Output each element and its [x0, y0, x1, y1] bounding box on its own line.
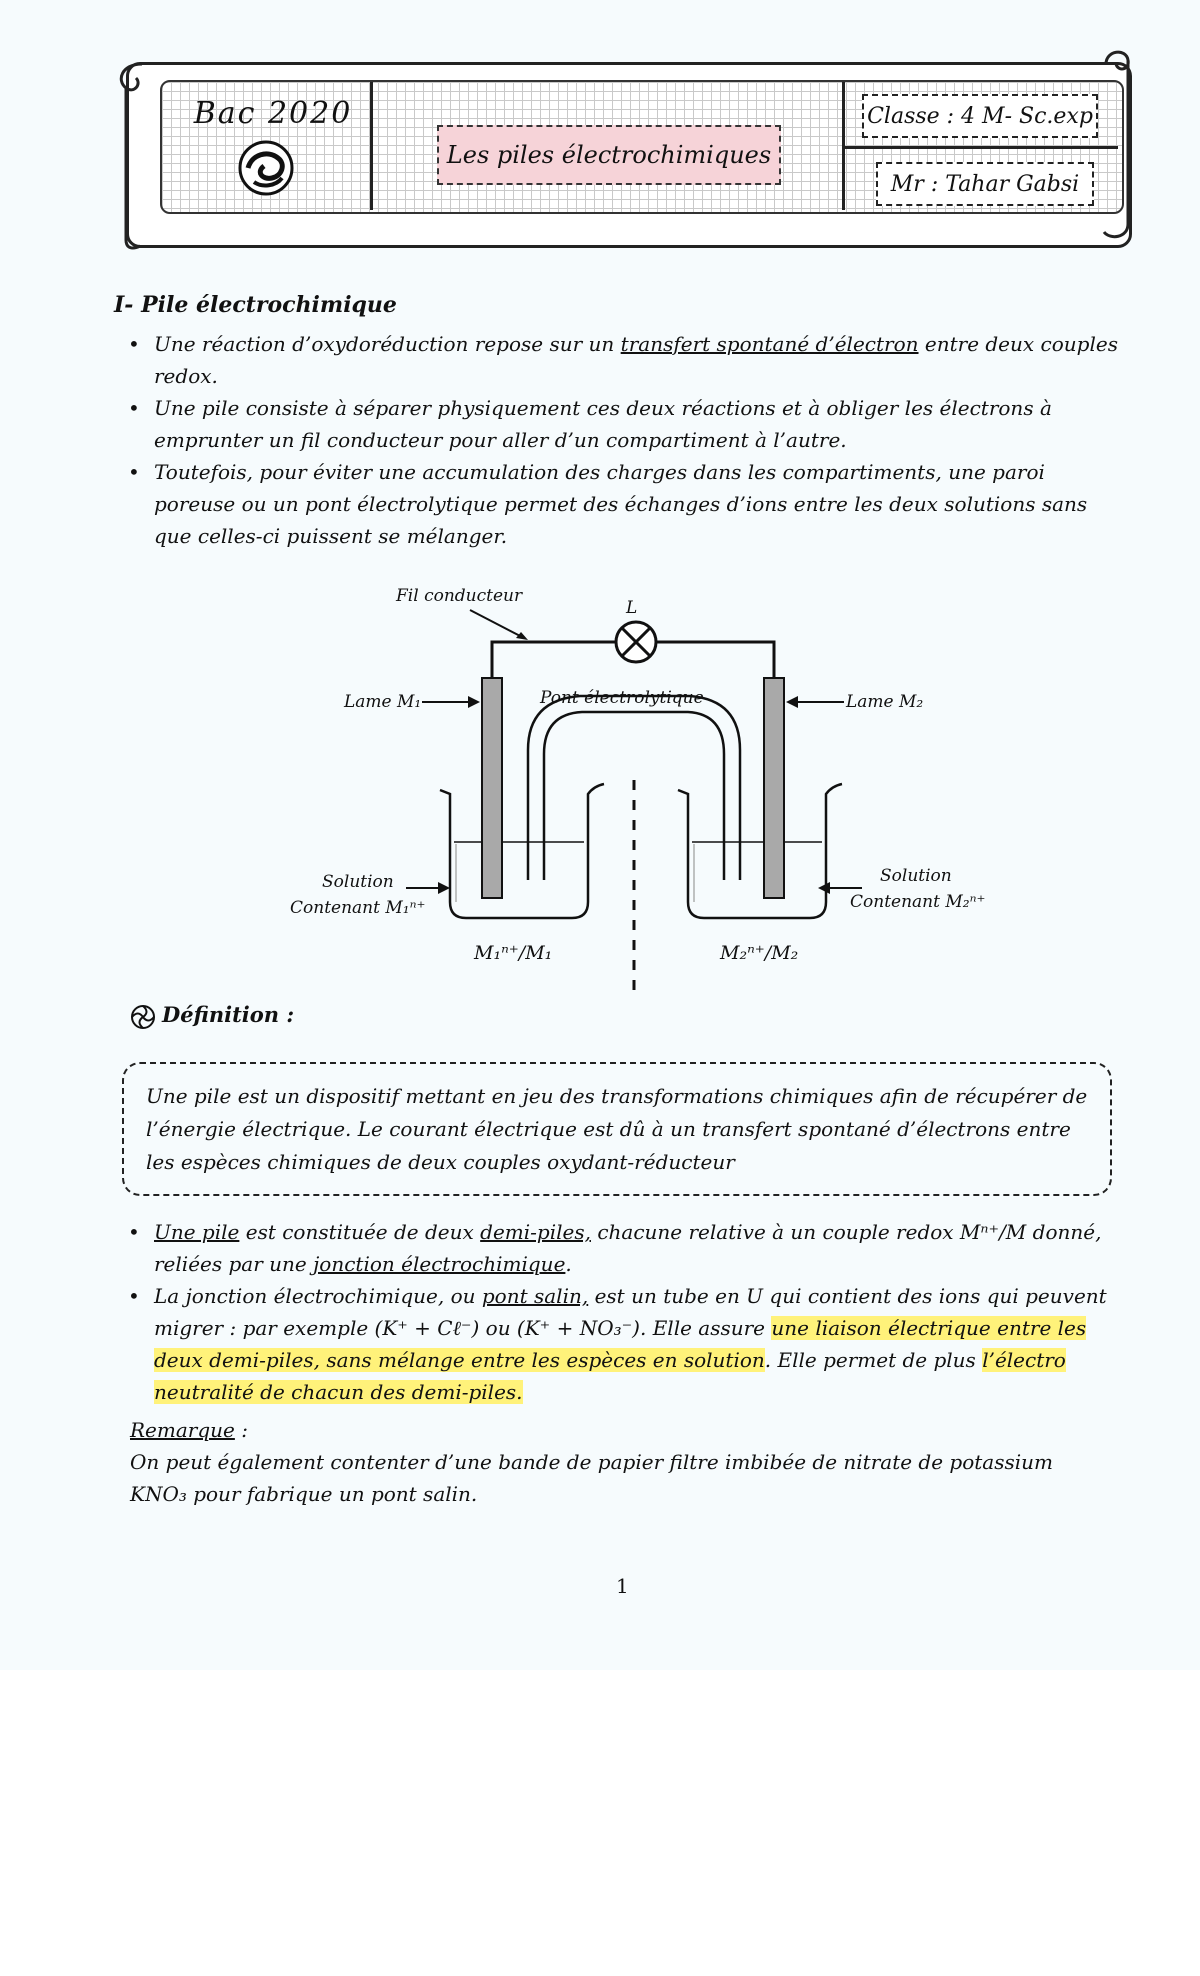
section-1 — [114, 292, 1124, 552]
definition-text: Une pile est un dispositif mettant en jeu des transformations chimiques afin de récupérer de l’énergie électrique. Le courant électrique est dû à un transfert spontané d’électrons entre les espèces chimiques de deux couples oxydant-réducteur — [146, 1084, 1088, 1174]
remarque-section — [130, 1414, 1110, 1510]
class-label: Classe : 4 M- Sc.exp — [862, 94, 1098, 138]
label-fil-conducteur: Fil conducteur — [396, 586, 523, 606]
label-solution-1: Solution — [322, 872, 394, 892]
beaker-left — [440, 784, 604, 918]
remarque-text: On peut également contenter d’une bande de papier filtre imbibée de nitrate de potassium KNO₃ pour fabrique un pont salin. — [130, 1450, 1053, 1506]
underlined-term: Une pile — [154, 1220, 240, 1244]
bullet-text: est un tube en U qui contient des ions qui peuvent migrer : par exemple (K⁺ + Cℓ⁻) ou (K⁺ + NO₃⁻). Elle assure — [154, 1284, 1107, 1340]
underlined-term: pont salin, — [481, 1284, 589, 1308]
section-1-bullets — [114, 328, 1124, 552]
document-title: Les piles électrochimiques — [437, 125, 781, 185]
page-number: 1 — [616, 1574, 629, 1598]
bullet-item — [114, 328, 1124, 392]
header-divider-left — [370, 82, 373, 210]
bullet-item — [114, 1216, 1124, 1280]
label-solution-2: Solution — [880, 866, 952, 886]
lamp-icon — [616, 622, 656, 662]
highlighted-text: l’électro neutralité de chacun des demi-piles. — [154, 1348, 1066, 1404]
section-2-bullets — [114, 1216, 1124, 1408]
definition-box — [122, 1062, 1112, 1196]
pinwheel-icon — [130, 1004, 156, 1030]
bullet-item: • Toutefois, pour éviter une accumulation des charges dans les compartiments, une paroi poreuse ou un pont électrolytique permet des échanges d’ions entre les deux solutions sans que celles-ci puissent se mélanger. — [114, 456, 1124, 552]
remarque-label: Remarque — [130, 1418, 235, 1442]
bullet-text: chacune relative à un couple redox Mⁿ⁺/M donné, reliées par une — [154, 1220, 1102, 1276]
label-lamp: L — [626, 598, 638, 618]
bullet-text: entre deux couples redox. — [154, 332, 1118, 388]
underlined-term: jonction électrochimique — [313, 1252, 566, 1276]
underlined-term: demi-piles, — [480, 1220, 591, 1244]
scroll-left-curl-icon — [112, 62, 152, 252]
beaker-right — [678, 784, 842, 918]
bullet-text: est constituée de deux — [239, 1220, 481, 1244]
underlined-term: transfert spontané d’électron — [620, 332, 919, 356]
wire-right — [656, 642, 774, 680]
fil-arrow — [470, 610, 524, 638]
label-couple-1: M₁ⁿ⁺/M₁ — [474, 942, 553, 964]
electrode-m1 — [482, 678, 502, 898]
bullet-text: . — [565, 1252, 572, 1276]
bac-label: Bac 2020 — [193, 96, 353, 131]
label-solution-2-contenant: Contenant M₂ⁿ⁺ — [850, 892, 986, 912]
bullet-item: • Une pile consiste à séparer physiquement ces deux réactions et à obliger les électrons à emprunter un fil conducteur pour aller d’un compartiment à l’autre. — [114, 392, 1124, 456]
remarque-heading — [130, 1414, 1110, 1446]
bullet-item — [114, 1280, 1124, 1408]
wire-left — [492, 642, 616, 680]
electrochemical-cell-diagram — [270, 580, 1010, 1000]
electrode-m2 — [764, 678, 784, 898]
label-pont-electrolytique: Pont électrolytique — [540, 688, 704, 708]
header-divider-horizontal — [844, 146, 1118, 149]
bullet-text: Une réaction d’oxydoréduction repose sur un — [154, 332, 621, 356]
school-emblem-icon — [234, 138, 298, 198]
highlighted-text: une liaison électrique entre les deux demi-piles, sans mélange entre les espèces en solution — [154, 1316, 1087, 1372]
label-solution-1-contenant: Contenant M₁ⁿ⁺ — [290, 898, 426, 918]
remarque-colon: : — [234, 1418, 248, 1442]
label-couple-2: M₂ⁿ⁺/M₂ — [720, 942, 799, 964]
label-lame-m2: Lame M₂ — [846, 692, 924, 712]
label-lame-m1: Lame M₁ — [344, 692, 422, 712]
bullet-text: La jonction électrochimique, ou — [154, 1284, 482, 1308]
section-heading: I- Pile électrochimique — [114, 292, 397, 318]
definition-label: Définition : — [162, 1002, 295, 1027]
bullet-text: . Elle permet de plus — [764, 1348, 983, 1372]
teacher-label: Mr : Tahar Gabsi — [876, 162, 1094, 206]
